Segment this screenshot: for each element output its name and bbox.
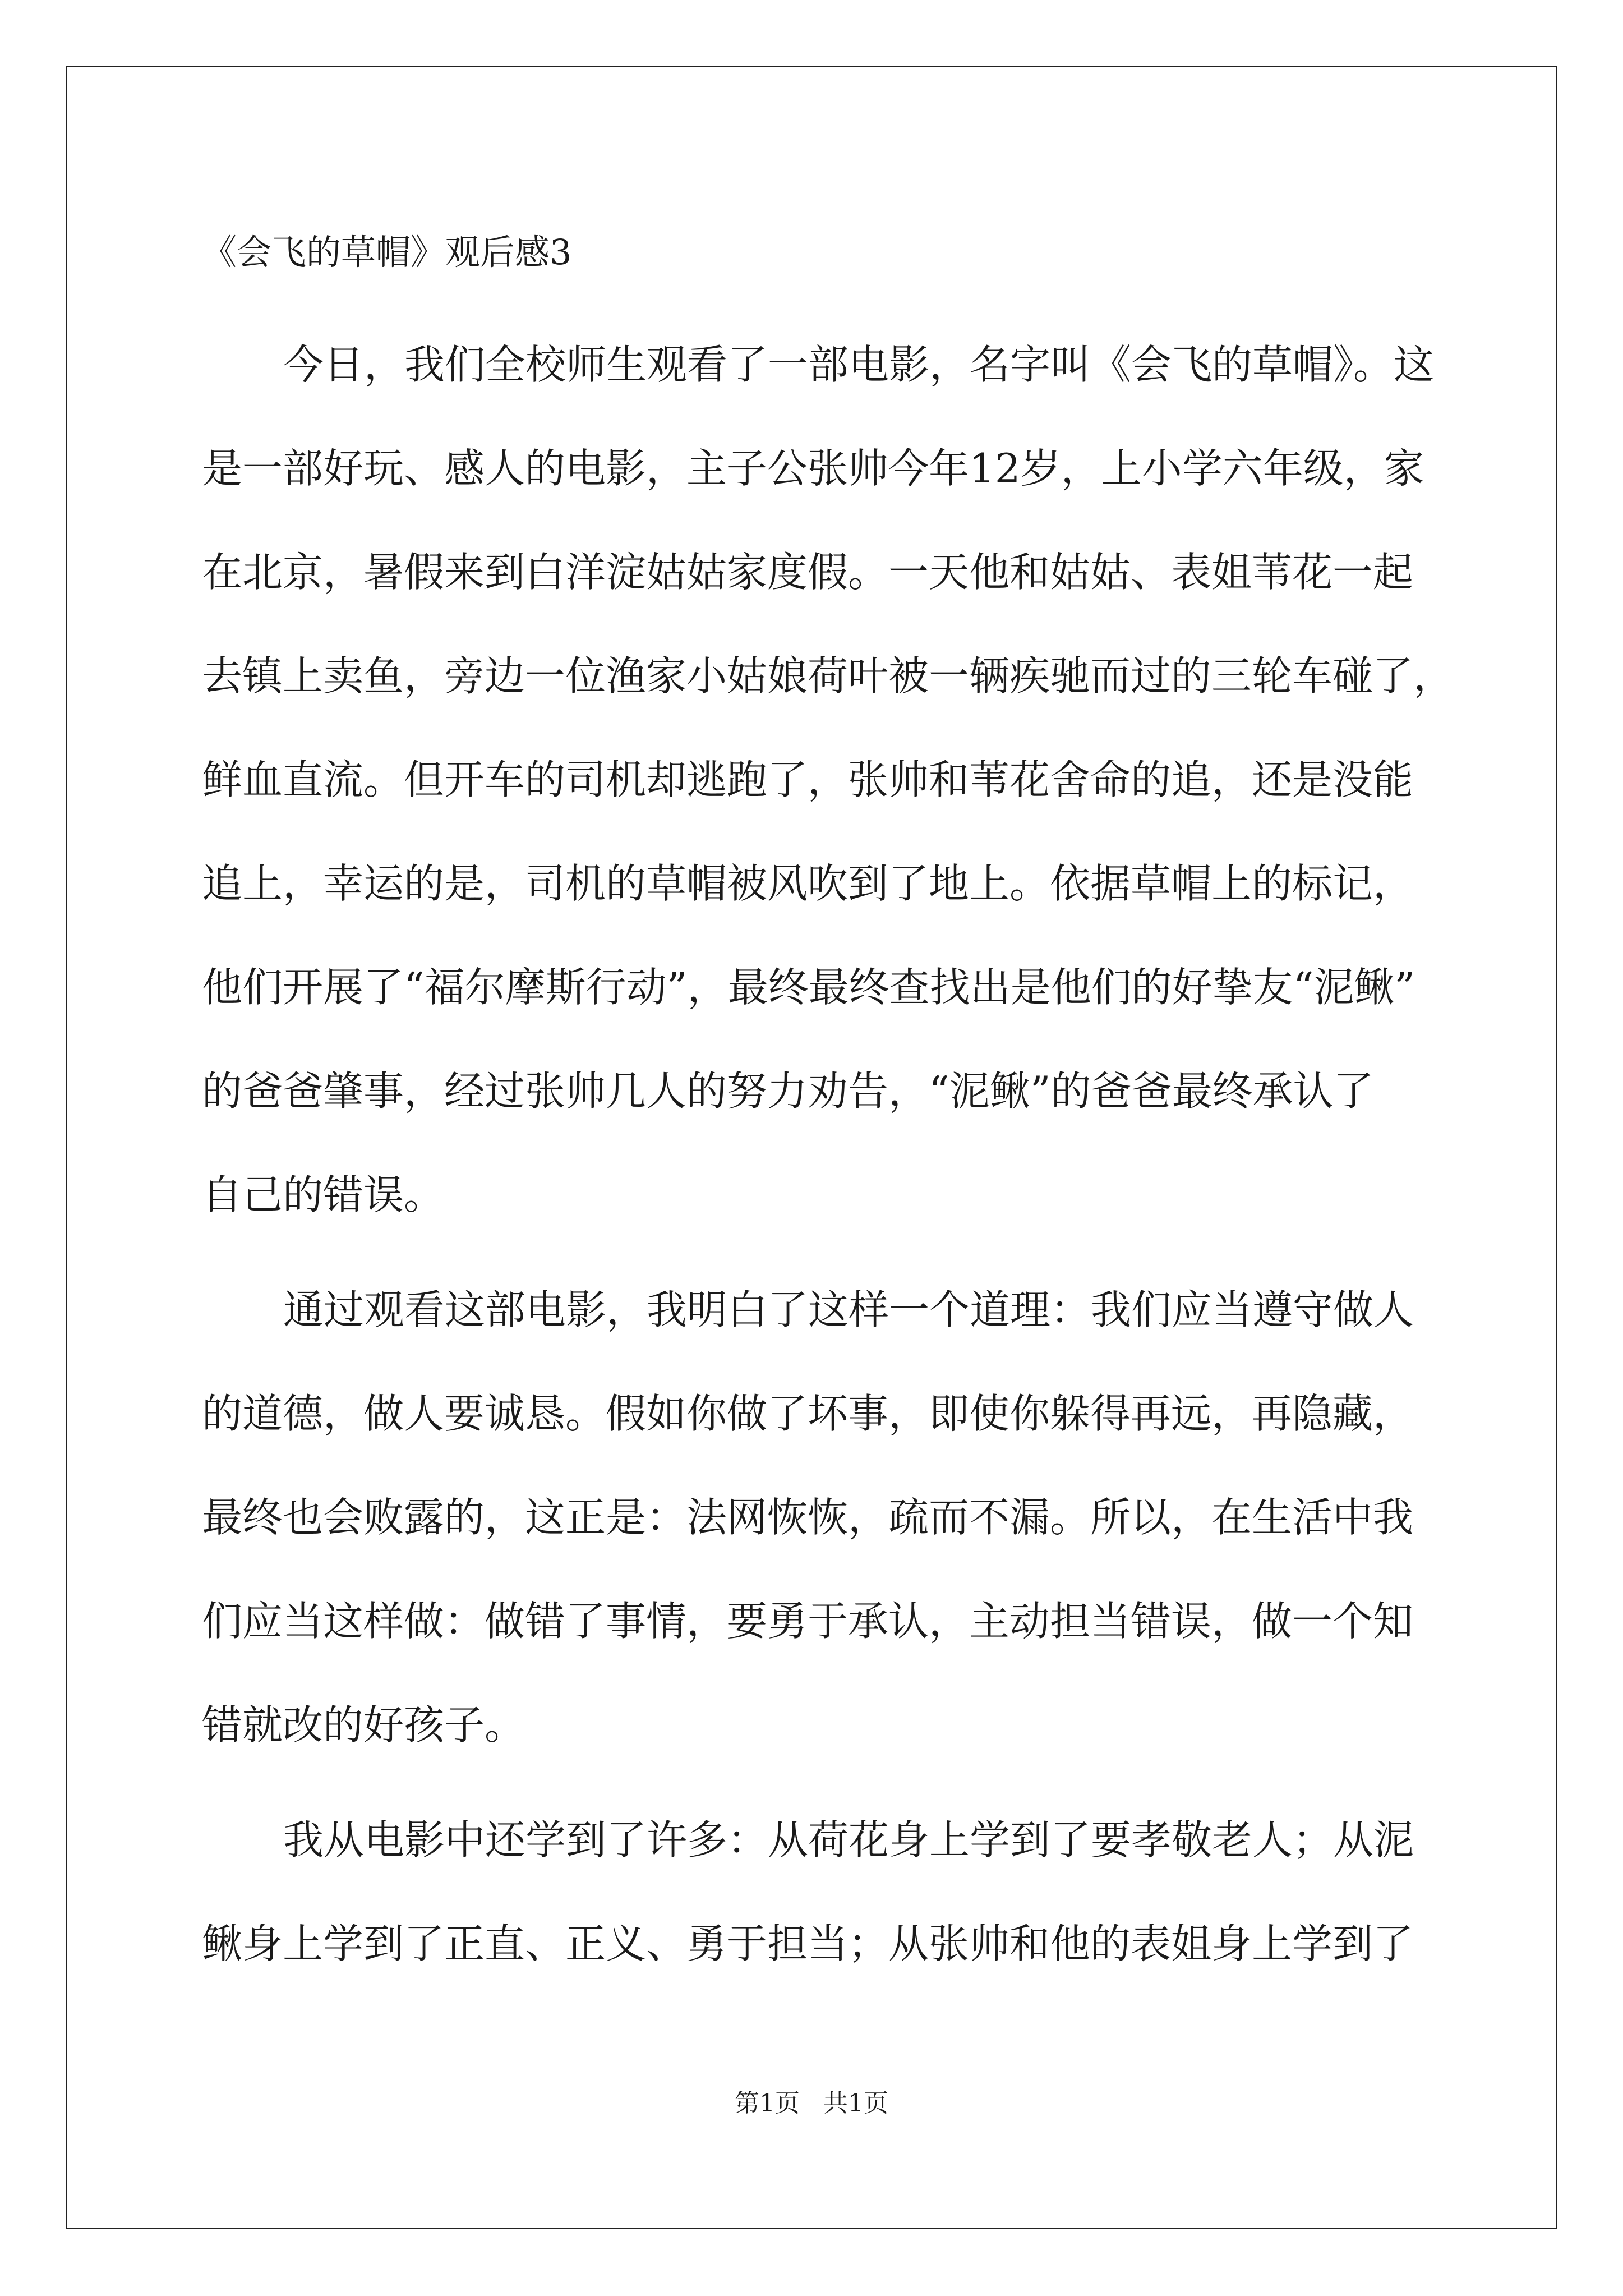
paragraph-1-line-9: 自己的错误。 <box>202 1171 445 1218</box>
paragraph-2-line-4: 们应当这样做：做错了事情，要勇于承认，主动担当错误，做一个知 <box>202 1598 1414 1645</box>
paragraph-3-line-2: 鳅身上学到了正直、正义、勇于担当；从张帅和他的表姐身上学到了 <box>202 1920 1414 1967</box>
paragraph-2-line-2: 的道德，做人要诚恳。假如你做了坏事，即使你躲得再远，再隐藏， <box>202 1390 1414 1437</box>
paragraph-1-line-8: 的爸爸肇事，经过张帅几人的努力劝告，“泥鳅”的爸爸最终承认了 <box>202 1068 1374 1115</box>
paragraph-2-line-1: 通过观看这部电影，我明白了这样一个道理：我们应当遵守做人 <box>283 1286 1414 1333</box>
paragraph-2-line-3: 最终也会败露的，这正是：法网恢恢，疏而不漏。所以，在生活中我 <box>202 1494 1414 1541</box>
paragraph-1-line-5: 鲜血直流。但开车的司机却逃跑了，张帅和苇花舍命的追，还是没能 <box>202 756 1414 803</box>
paragraph-2-line-5: 错就改的好孩子。 <box>202 1701 525 1749</box>
paragraph-1-line-1: 今日，我们全校师生观看了一部电影，名字叫《会飞的草帽》。这 <box>283 341 1435 388</box>
paragraph-1-line-2: 是一部好玩、感人的电影，主子公张帅今年12岁，上小学六年级，家 <box>202 445 1424 492</box>
paragraph-1-line-3: 在北京，暑假来到白洋淀姑姑家度假。一天他和姑姑、表姐苇花一起 <box>202 549 1414 596</box>
page-number-footer: 第1页 共1页 <box>735 2089 888 2118</box>
paragraph-1-line-4: 去镇上卖鱼，旁边一位渔家小姑娘荷叶被一辆疾驰而过的三轮车碰了， <box>202 652 1454 700</box>
paragraph-1-line-6: 追上，幸运的是，司机的草帽被风吹到了地上。依据草帽上的标记， <box>202 860 1414 907</box>
paragraph-1-line-7: 他们开展了“福尔摩斯行动”，最终最终查找出是他们的好挚友“泥鳅” <box>202 964 1415 1011</box>
paragraph-3-line-1: 我从电影中还学到了许多：从荷花身上学到了要孝敬老人；从泥 <box>283 1816 1414 1864</box>
document-title: 《会飞的草帽》观后感3 <box>202 232 572 273</box>
